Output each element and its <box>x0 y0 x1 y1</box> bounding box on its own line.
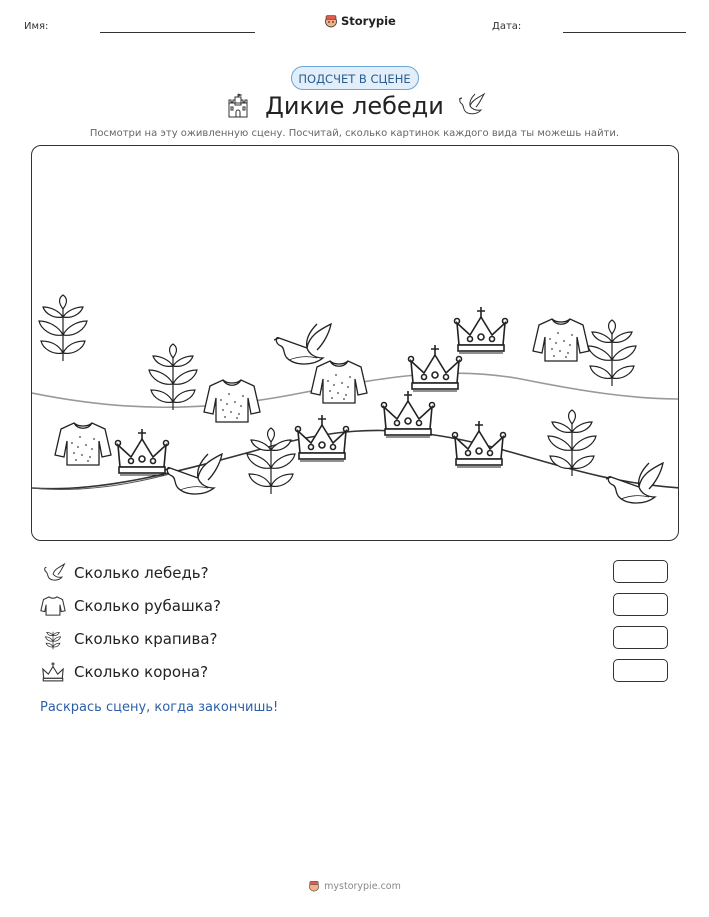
activity-badge: ПОДСЧЕТ В СЦЕНЕ <box>291 66 419 90</box>
shirt-picture <box>204 380 260 422</box>
question-text: Сколько крапива? <box>74 630 218 648</box>
question-row <box>40 593 221 619</box>
answer-box[interactable] <box>613 560 668 583</box>
answer-box[interactable] <box>613 659 668 682</box>
page-title: Дикие лебеди <box>265 92 444 120</box>
storypie-mascot-icon <box>324 14 338 28</box>
question-text: Сколько рубашка? <box>74 597 221 615</box>
shirt-picture <box>55 423 111 465</box>
shirt-icon <box>40 595 66 617</box>
counting-scene <box>31 145 679 541</box>
brand-logo <box>324 14 396 28</box>
question-row <box>40 560 209 586</box>
shirt-picture <box>533 319 589 361</box>
crown-icon <box>40 661 66 683</box>
crown-picture <box>382 391 435 437</box>
swan-icon <box>40 562 66 584</box>
answer-box[interactable] <box>613 626 668 649</box>
scene-illustration <box>32 146 679 541</box>
brand-name: Storypie <box>341 14 396 28</box>
instructions: Посмотри на эту оживленную сцену. Посчитай, сколько картинок каждого вида ты можешь найти. <box>89 128 620 139</box>
swan-picture <box>165 454 222 494</box>
date-label: Дата: <box>492 21 522 32</box>
date-field[interactable] <box>563 32 686 33</box>
answer-box[interactable] <box>613 593 668 616</box>
crown-picture <box>296 415 349 461</box>
nettle-picture <box>588 320 636 386</box>
question-text: Сколько корона? <box>74 663 209 681</box>
nettle-icon <box>40 628 66 650</box>
name-label: Имя: <box>24 21 49 32</box>
crown-picture <box>453 421 506 467</box>
question-text: Сколько лебедь? <box>74 564 209 582</box>
nettle-picture <box>548 410 596 476</box>
swan-icon <box>454 92 486 118</box>
name-field[interactable] <box>100 32 255 33</box>
nettle-picture <box>247 428 295 494</box>
question-row <box>40 626 217 652</box>
crown-picture <box>116 429 169 475</box>
coloring-hint: Раскрась сцену, когда закончишь! <box>40 700 279 715</box>
swan-picture <box>274 324 331 364</box>
nettle-picture <box>149 344 197 410</box>
shirt-picture <box>311 361 367 403</box>
nettle-picture <box>39 295 87 361</box>
footer <box>0 880 709 892</box>
crown-picture <box>409 345 462 391</box>
crown-picture <box>455 307 508 353</box>
footer-url[interactable]: mystorypie.com <box>324 880 401 892</box>
question-row <box>40 659 208 685</box>
storypie-mascot-icon <box>308 880 320 892</box>
